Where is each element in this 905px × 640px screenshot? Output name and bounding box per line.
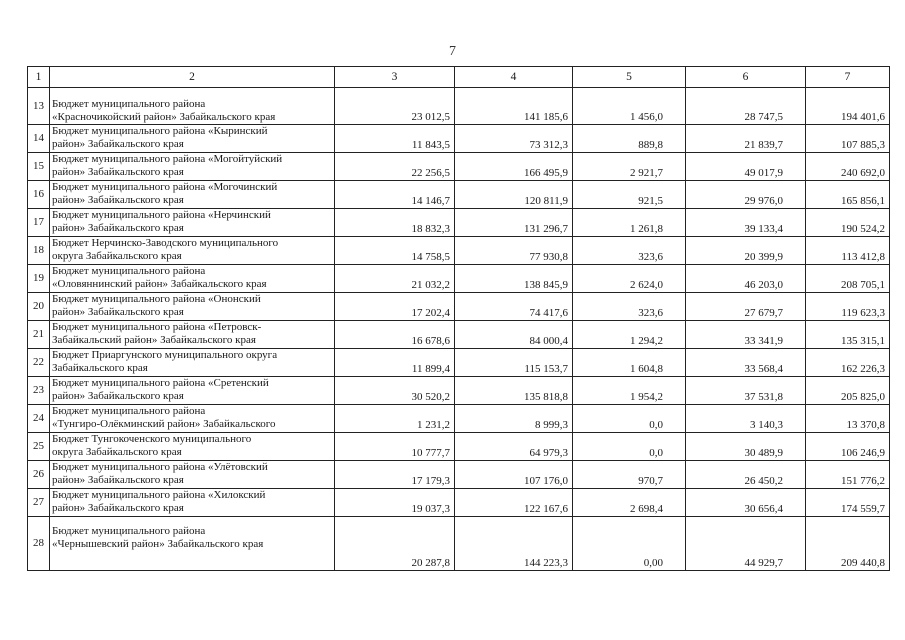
value-cell-col3: 20 287,8 [335,517,455,571]
value-cell-col7: 209 440,8 [806,517,890,571]
budget-name-cell: Бюджет муниципального района «Красночикойский район» Забайкальского края [50,88,335,125]
column-number: 7 [806,67,890,88]
value-cell-col5: 2 921,7 [573,153,686,181]
value-cell-col7: 107 885,3 [806,125,890,153]
budget-name-cell: Бюджет Нерчинско-Заводского муниципального округа Забайкальского края [50,237,335,265]
value-cell-col5: 2 698,4 [573,489,686,517]
table-row [28,88,890,125]
value-cell-col5: 0,00 [573,517,686,571]
value-cell-col3: 30 520,2 [335,377,455,405]
value-cell-col7: 240 692,0 [806,153,890,181]
value-cell-col3: 14 758,5 [335,237,455,265]
value-cell-col5: 1 456,0 [573,88,686,125]
value-cell-col5: 323,6 [573,293,686,321]
value-cell-col7: 162 226,3 [806,349,890,377]
row-number-cell: 27 [28,489,50,517]
value-cell-col4: 8 999,3 [455,405,573,433]
table-row [28,293,890,321]
value-cell-col3: 11 899,4 [335,349,455,377]
value-cell-col6: 49 017,9 [686,153,806,181]
row-number-cell: 24 [28,405,50,433]
value-cell-col5: 0,0 [573,433,686,461]
value-cell-col7: 113 412,8 [806,237,890,265]
value-cell-col7: 194 401,6 [806,88,890,125]
budget-name-cell: Бюджет муниципального района «Хилокский район» Забайкальского края [50,489,335,517]
column-number: 5 [573,67,686,88]
table-row [28,377,890,405]
row-number-cell: 26 [28,461,50,489]
value-cell-col6: 28 747,5 [686,88,806,125]
value-cell-col3: 11 843,5 [335,125,455,153]
value-cell-col6: 20 399,9 [686,237,806,265]
value-cell-col3: 17 179,3 [335,461,455,489]
row-number-cell: 13 [28,88,50,125]
value-cell-col6: 33 568,4 [686,349,806,377]
value-cell-col4: 73 312,3 [455,125,573,153]
value-cell-col5: 1 954,2 [573,377,686,405]
value-cell-col7: 190 524,2 [806,209,890,237]
table-body [28,88,890,571]
budget-name-cell: Бюджет муниципального района «Петровск- Забайкальский район» Забайкальского края [50,321,335,349]
value-cell-col3: 10 777,7 [335,433,455,461]
value-cell-col4: 64 979,3 [455,433,573,461]
value-cell-col3: 16 678,6 [335,321,455,349]
row-number-cell: 16 [28,181,50,209]
value-cell-col6: 44 929,7 [686,517,806,571]
column-number: 1 [28,67,50,88]
value-cell-col5: 1 261,8 [573,209,686,237]
budget-name-cell: Бюджет муниципального района «Сретенский район» Забайкальского края [50,377,335,405]
value-cell-col4: 138 845,9 [455,265,573,293]
value-cell-col4: 131 296,7 [455,209,573,237]
value-cell-col6: 29 976,0 [686,181,806,209]
budget-name-cell: Бюджет Приаргунского муниципального округа Забайкальского края [50,349,335,377]
table-row [28,321,890,349]
value-cell-col6: 3 140,3 [686,405,806,433]
table-row [28,405,890,433]
value-cell-col5: 0,0 [573,405,686,433]
value-cell-col6: 39 133,4 [686,209,806,237]
value-cell-col4: 115 153,7 [455,349,573,377]
table-row [28,209,890,237]
row-number-cell: 14 [28,125,50,153]
table-row [28,181,890,209]
value-cell-col5: 1 294,2 [573,321,686,349]
column-number: 6 [686,67,806,88]
value-cell-col7: 165 856,1 [806,181,890,209]
value-cell-col6: 30 656,4 [686,489,806,517]
value-cell-col3: 18 832,3 [335,209,455,237]
row-number-cell: 19 [28,265,50,293]
table-row [28,349,890,377]
row-number-cell: 22 [28,349,50,377]
table-row [28,153,890,181]
value-cell-col4: 122 167,6 [455,489,573,517]
value-cell-col6: 30 489,9 [686,433,806,461]
table-row [28,125,890,153]
row-number-cell: 15 [28,153,50,181]
value-cell-col6: 37 531,8 [686,377,806,405]
row-number-cell: 20 [28,293,50,321]
budget-table [27,66,890,571]
column-number: 2 [50,67,335,88]
value-cell-col6: 33 341,9 [686,321,806,349]
table-row [28,265,890,293]
row-number-cell: 23 [28,377,50,405]
value-cell-col3: 23 012,5 [335,88,455,125]
column-number: 3 [335,67,455,88]
value-cell-col5: 1 604,8 [573,349,686,377]
value-cell-col3: 22 256,5 [335,153,455,181]
value-cell-col6: 27 679,7 [686,293,806,321]
value-cell-col7: 205 825,0 [806,377,890,405]
row-number-cell: 18 [28,237,50,265]
value-cell-col5: 921,5 [573,181,686,209]
value-cell-col6: 21 839,7 [686,125,806,153]
table-row [28,237,890,265]
budget-name-cell: Бюджет муниципального района «Нерчинский район» Забайкальского края [50,209,335,237]
value-cell-col4: 166 495,9 [455,153,573,181]
budget-name-cell: Бюджет муниципального района «Могочинский район» Забайкальского края [50,181,335,209]
page-number: 7 [449,44,456,59]
table-row [28,489,890,517]
budget-name-cell: Бюджет муниципального района «Кыринский район» Забайкальского края [50,125,335,153]
value-cell-col5: 970,7 [573,461,686,489]
value-cell-col7: 135 315,1 [806,321,890,349]
value-cell-col7: 106 246,9 [806,433,890,461]
value-cell-col7: 13 370,8 [806,405,890,433]
budget-name-cell: Бюджет муниципального района «Могойтуйский район» Забайкальского края [50,153,335,181]
value-cell-col5: 889,8 [573,125,686,153]
table-row [28,461,890,489]
value-cell-col4: 141 185,6 [455,88,573,125]
row-number-cell: 28 [28,517,50,571]
value-cell-col4: 120 811,9 [455,181,573,209]
value-cell-col6: 26 450,2 [686,461,806,489]
value-cell-col7: 174 559,7 [806,489,890,517]
budget-name-cell: Бюджет муниципального района «Улётовский район» Забайкальского края [50,461,335,489]
row-number-cell: 25 [28,433,50,461]
value-cell-col4: 107 176,0 [455,461,573,489]
value-cell-col4: 135 818,8 [455,377,573,405]
value-cell-col3: 17 202,4 [335,293,455,321]
value-cell-col6: 46 203,0 [686,265,806,293]
budget-name-cell: Бюджет муниципального района «Чернышевский район» Забайкальского края [50,517,335,571]
value-cell-col4: 144 223,3 [455,517,573,571]
value-cell-col7: 119 623,3 [806,293,890,321]
table-row [28,433,890,461]
budget-name-cell: Бюджет муниципального района «Оловяннинский район» Забайкальского края [50,265,335,293]
value-cell-col4: 74 417,6 [455,293,573,321]
row-number-cell: 17 [28,209,50,237]
table-row [28,517,890,571]
value-cell-col7: 151 776,2 [806,461,890,489]
budget-name-cell: Бюджет муниципального района «Ононский район» Забайкальского края [50,293,335,321]
value-cell-col3: 14 146,7 [335,181,455,209]
budget-name-cell: Бюджет муниципального района «Тунгиро-Олёкминский район» Забайкальского [50,405,335,433]
value-cell-col3: 19 037,3 [335,489,455,517]
value-cell-col3: 21 032,2 [335,265,455,293]
column-number-row [28,67,890,88]
value-cell-col3: 1 231,2 [335,405,455,433]
value-cell-col4: 84 000,4 [455,321,573,349]
row-number-cell: 21 [28,321,50,349]
budget-name-cell: Бюджет Тунгокоченского муниципального округа Забайкальского края [50,433,335,461]
value-cell-col5: 323,6 [573,237,686,265]
column-number: 4 [455,67,573,88]
value-cell-col5: 2 624,0 [573,265,686,293]
value-cell-col4: 77 930,8 [455,237,573,265]
value-cell-col7: 208 705,1 [806,265,890,293]
